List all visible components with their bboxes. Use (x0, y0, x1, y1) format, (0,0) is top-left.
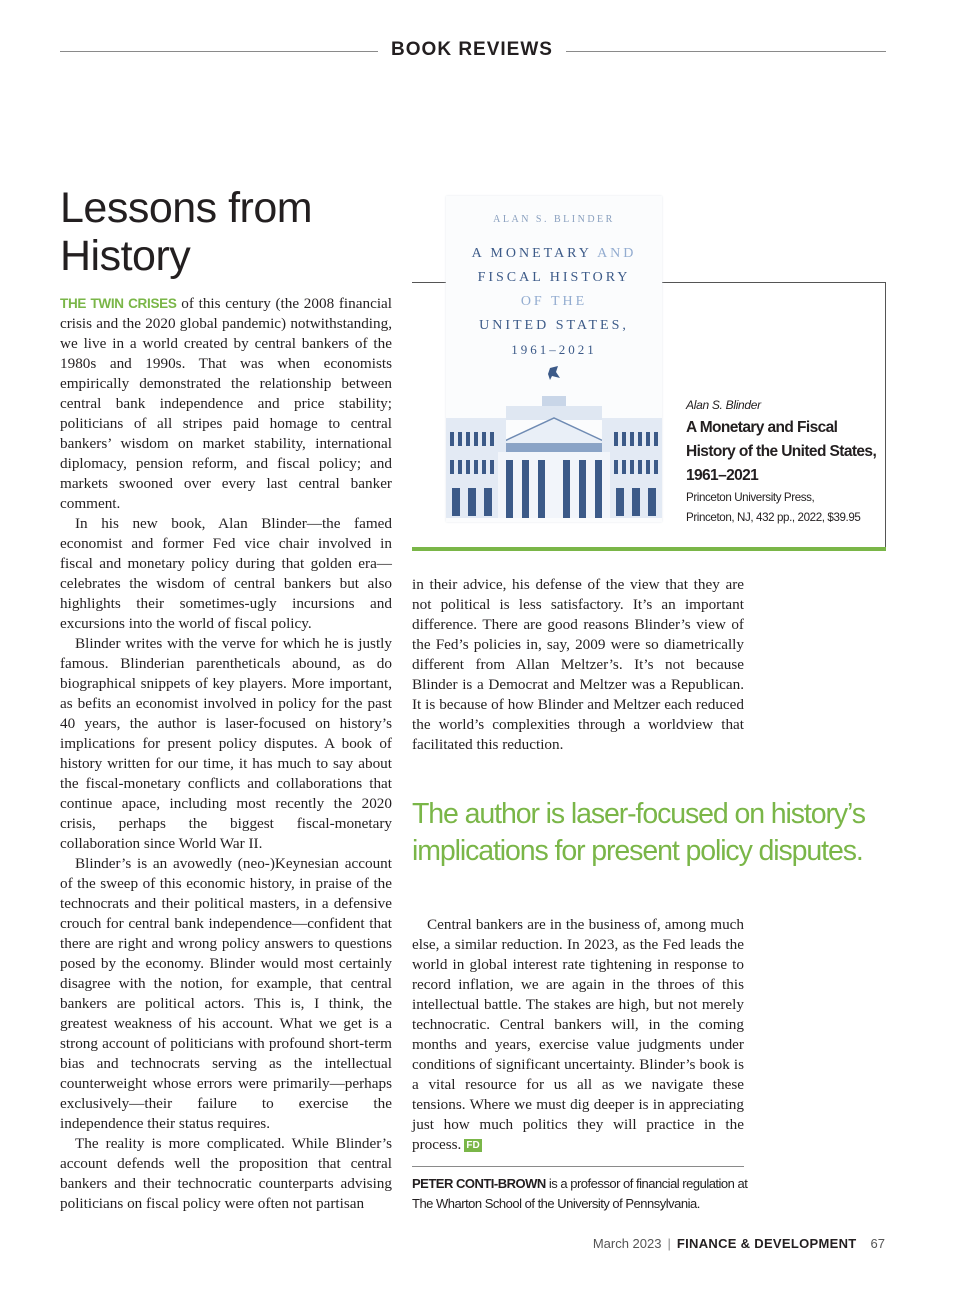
cover-title-line-2: FISCAL HISTORY (477, 270, 631, 285)
section-label: BOOK REVIEWS (391, 39, 553, 60)
author-bio (412, 1174, 752, 1214)
cover-title-1b: AND (591, 246, 637, 261)
paragraph-3: Blinder writes with the verve for which he is justly famous. Blinderian parentheticals abound, as do biographical snippets of key players. More important, as befits an economist involved in policy for the past 40 years, the author is laser-focused on history’s implications for present policy disputes. A book of history written for our time, it has much to say about the fiscal-monetary conflicts and collaborations that continue apace, including most recently the 2020 crisis, perhaps the biggest fiscal-monetary collaboration since World War II. (60, 635, 392, 852)
paragraph-1-text: of this century (the 2008 financial crisis and the 2020 global pandemic) notwithstanding, we live in a world created by central bankers of the 1980s and 1990s. That was when economists empirically demonstrated the relationship between central bank independence and price stability; politicians of all stripes paid homage to central bankers’ wisdom on market stability, international diplomacy, pension reform, and fiscal policy; and markets swooned over every last central banker comment. (60, 295, 392, 512)
book-author: Alan S. Blinder (686, 398, 761, 412)
cover-title-line-3: OF THE (520, 294, 588, 309)
book-publisher-line-1: Princeton University Press, (686, 491, 815, 504)
title-line-1: Lessons from (60, 184, 313, 232)
footer-publication: FINANCE & DEVELOPMENT (676, 1236, 857, 1251)
bio-divider (412, 1166, 744, 1167)
book-details (686, 396, 886, 528)
paragraph-2: In his new book, Alan Blinder—the famed economist and former Fed vice chair involved in fiscal and monetary policy during that golden era—celebrates the wisdom of central bankers but also highlights their sometimes-ugly incursions and excursions into the world of fiscal policy. (60, 515, 392, 632)
cover-title-1a: A MONETARY (471, 246, 592, 261)
paragraph-5: The reality is more complicated. While Blinder’s account defends well the proposition that central bankers and their technocratic counterparts advising politicians on fiscal policy were often not partisan (60, 1135, 392, 1212)
page-number: 67 (870, 1236, 885, 1251)
body-column-1 (60, 294, 392, 1214)
paragraph-5-continued: in their advice, his defense of the view that they are not political is less satisfactory. It’s an important difference. There are good reasons Blinder’s view of the Fed’s policies in, say, 2009 were so diametrically different from Allan Meltzer’s. It’s not because Blinder is a Democrat and Meltzer was a Republican. It is because of how Blinder and Meltzer each reduced the world’s complexities through a worldview that facilitated this reduction. (412, 576, 744, 753)
cover-title-line-5: 1961–2021 (511, 342, 597, 357)
article-title (60, 184, 380, 280)
reviewer-description: is a professor of financial regulation at The Wharton School of the University of Pennsylvania. (412, 1176, 748, 1211)
federal-reserve-building-illustration (446, 196, 662, 522)
footer-date: March 2023 (592, 1236, 662, 1251)
cover-title-line-4: UNITED STATES, (479, 318, 629, 333)
page-footer (593, 1236, 885, 1251)
book-publisher-line-2: Princeton, NJ, 432 pp., 2022, $39.95 (686, 511, 861, 524)
body-column-3 (412, 915, 744, 1155)
book-box-accent-bar (412, 547, 886, 551)
title-line-2: History (60, 232, 191, 280)
paragraph-6-text: Central bankers are in the business of, among much else, a similar reduction. In 2023, as the Fed leads the world in global interest rate tightening in response to record inflation, we are again in the throes of this intellectual battle. The stakes are high, but not merely technocratic. Central bankers will, in the coming months and years, exercise value judgments under conditions of significant uncertainty. Blinder’s book is a vital resource for us all as we navigate these tensions. Where we must dig deeper is in appreciating just how much politics they will practice in the process. (412, 916, 744, 1153)
reviewer-name: PETER CONTI-BROWN (412, 1176, 546, 1191)
end-mark-icon: FD (466, 1140, 480, 1151)
cover-author: ALAN S. BLINDER (493, 214, 615, 225)
header-rule-right (566, 51, 886, 52)
lead-in: THE TWIN CRISES (60, 296, 177, 311)
footer-separator: | (667, 1236, 671, 1251)
pull-quote: The author is laser-focused on history’s implications for present policy disputes. (412, 798, 865, 867)
paragraph-1 (60, 294, 392, 514)
header-rule-left (60, 51, 378, 52)
book-title: A Monetary and Fiscal History of the United States, 1961–2021 (686, 419, 877, 484)
paragraph-4: Blinder’s is an avowedly (neo-)Keynesian account of the sweep of this economic history, in praise of the technocrats and their political masters, in a defensive crouch for central bank independence—confident that there are right and wrong policy answers to questions posed by the economy. Blinder would most certainly disagree with the notion, for example, that central bankers are political actors. This is, I think, the greatest weakness of his account. What we get is a strong account of politicians with profound short-term bias and technocrats serving as the intellectual counterweight whose errors were primarily—perhaps exclusively—their failure to exercise the independence their status requires. (60, 855, 392, 1132)
body-column-2 (412, 575, 744, 755)
book-cover-image (446, 196, 662, 522)
paragraph-6 (412, 915, 744, 1155)
